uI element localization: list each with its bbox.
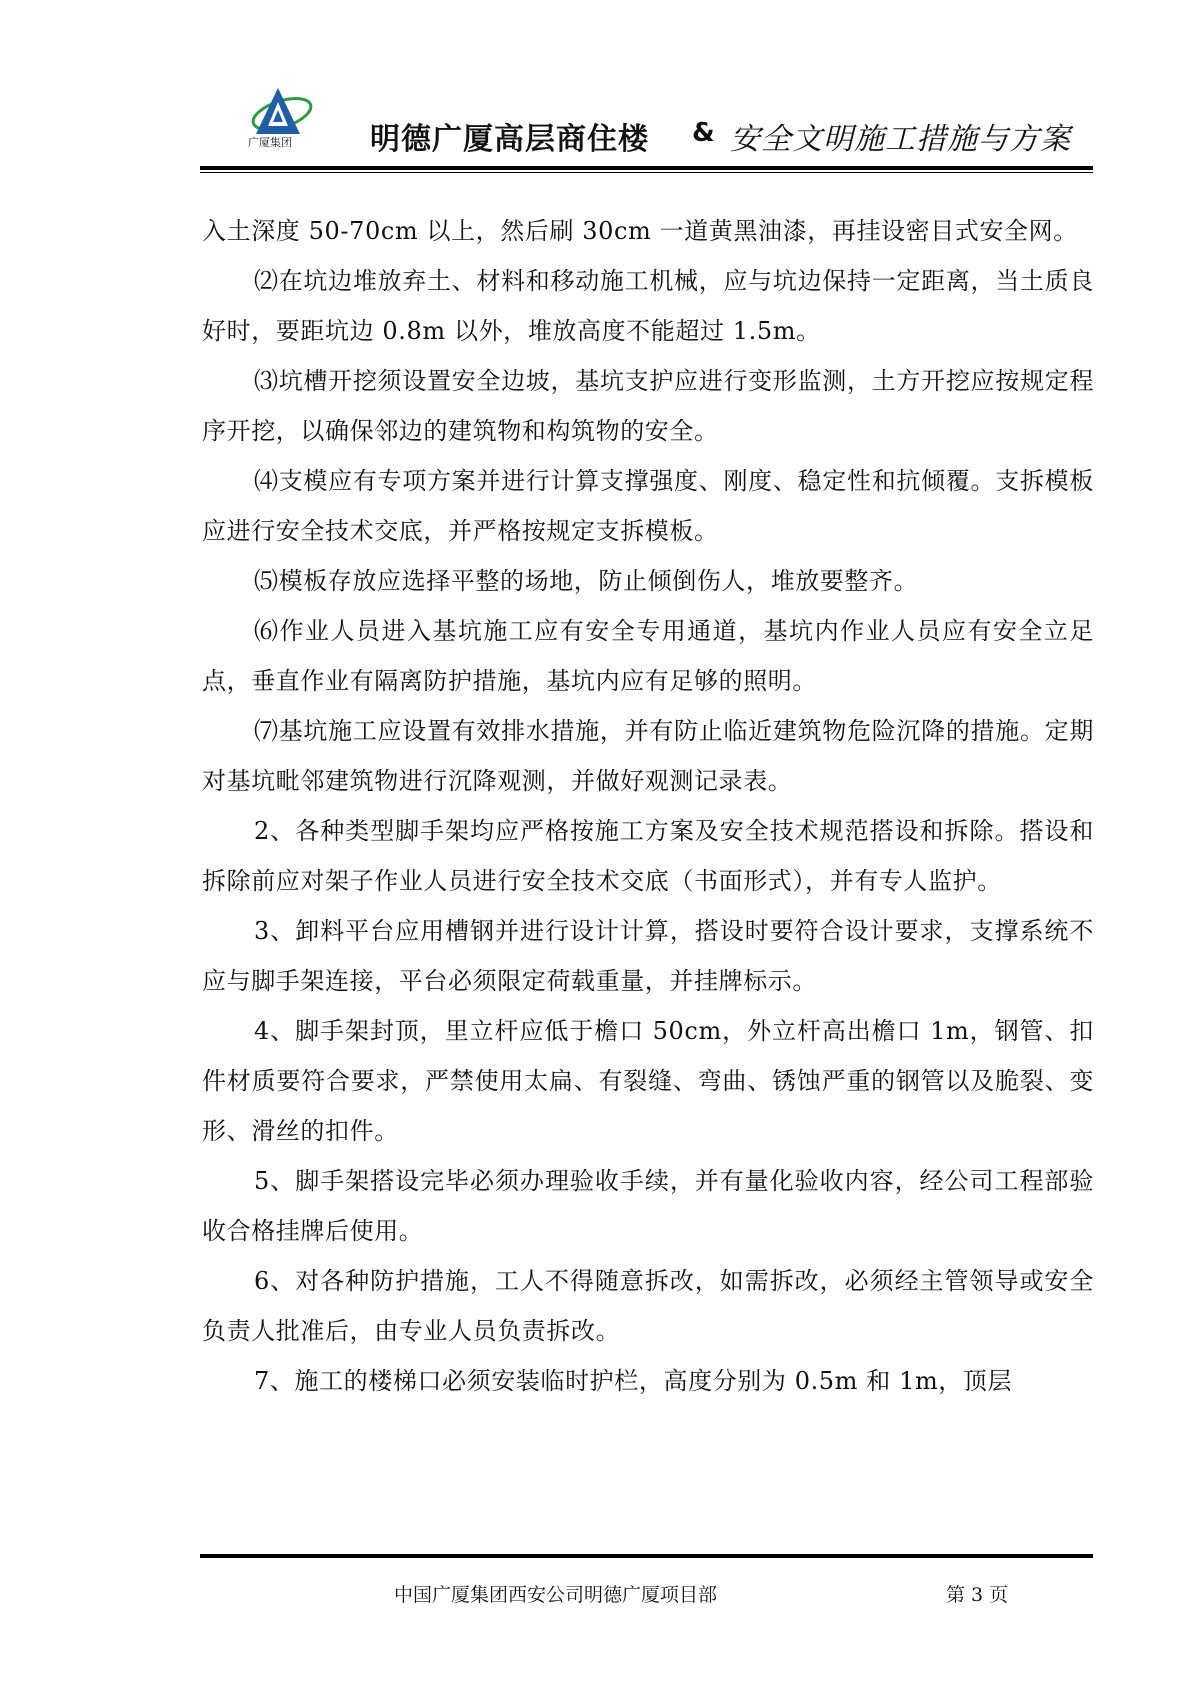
paragraph: 5、脚手架搭设完毕必须办理验收手续，并有量化验收内容，经公司工程部验收合格挂牌后使用。: [202, 1167, 1094, 1245]
paragraph: ⑹作业人员进入基坑施工应有安全专用通道，基坑内作业人员应有安全立足点，垂直作业有隔离防护措施，基坑内应有足够的照明。: [202, 617, 1094, 695]
paragraph: ⑶坑槽开挖须设置安全边坡，基坑支护应进行变形监测，土方开挖应按规定程序开挖，以确保邻边的建筑物和构筑物的安全。: [202, 367, 1094, 445]
paragraph: 6、对各种防护措施，工人不得随意拆改，如需拆改，必须经主管领导或安全负责人批准后，由专业人员负责拆改。: [202, 1267, 1094, 1345]
paragraph: 2、各种类型脚手架均应严格按施工方案及安全技术规范搭设和拆除。搭设和拆除前应对架子作业人员进行安全技术交底（书面形式），并有专人监护。: [202, 817, 1094, 895]
paragraph: 7、施工的楼梯口必须安装临时护栏，高度分别为 0.5m 和 1m，顶层: [254, 1367, 1013, 1395]
header-separator: &: [692, 118, 715, 148]
page-number: 第 3 页: [946, 1584, 1009, 1606]
header-subtitle: 安全文明施工措施与方案: [730, 122, 1071, 157]
paragraph: ⑷支模应有专项方案并进行计算支撑强度、刚度、稳定性和抗倾覆。支拆模板应进行安全技术交底，并严格按规定支拆模板。: [202, 467, 1094, 545]
paragraph: 4、脚手架封顶，里立杆应低于檐口 50cm，外立杆高出檐口 1m，钢管、扣件材质要符合要求，严禁使用太扁、有裂缝、弯曲、锈蚀严重的钢管以及脆裂、变形、滑丝的扣件。: [202, 1017, 1094, 1145]
paragraph: ⑺基坑施工应设置有效排水措施，并有防止临近建筑物危险沉降的措施。定期对基坑毗邻建筑物进行沉降观测，并做好观测记录表。: [202, 717, 1094, 795]
paragraph: 入土深度 50-70cm 以上，然后刷 30cm 一道黄黑油漆，再挂设密目式安全网。: [202, 217, 1078, 245]
header-title: 明德广厦高层商住楼: [370, 122, 649, 157]
document-body: [202, 206, 1094, 1406]
paragraph: 3、卸料平台应用槽钢并进行设计计算，搭设时要符合设计要求，支撑系统不应与脚手架连接，平台必须限定荷载重量，并挂牌标示。: [202, 917, 1094, 995]
paragraph: ⑸模板存放应选择平整的场地，防止倾倒伤人，堆放要整齐。: [254, 567, 919, 595]
paragraph: ⑵在坑边堆放弃土、材料和移动施工机械，应与坑边保持一定距离，当土质良好时，要距坑边 0.8m 以外，堆放高度不能超过 1.5m。: [202, 267, 1094, 345]
header-rule-thick: [200, 166, 1093, 170]
footer-organization: 中国广厦集团西安公司明德广厦项目部: [394, 1584, 718, 1606]
footer-rule: [200, 1554, 1093, 1558]
header-rule-thin: [200, 172, 1093, 173]
logo-text: 广厦集团: [248, 136, 292, 149]
